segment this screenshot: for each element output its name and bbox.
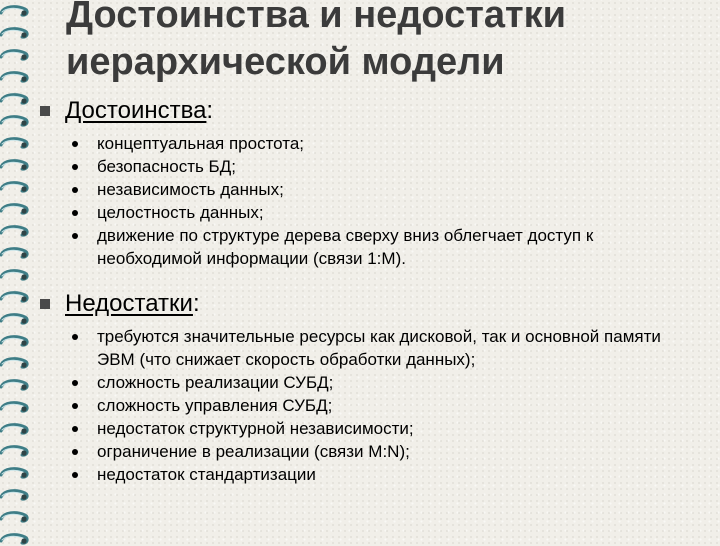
binding-ring-icon	[0, 4, 30, 18]
bullet-dot-icon	[72, 426, 78, 432]
list-item	[40, 201, 700, 224]
binding-ring-icon	[0, 422, 30, 436]
binding-ring-icon	[0, 114, 30, 128]
disadvantages-list	[40, 325, 700, 486]
bullet-dot-icon	[72, 141, 78, 147]
list-item-text: ограничение в реализации (связи M:N);	[97, 442, 410, 461]
slide-title-line-1: Достоинства и недостатки	[66, 0, 567, 36]
binding-ring-icon	[0, 224, 30, 238]
list-item-text: безопасность БД;	[97, 157, 236, 176]
binding-ring-icon	[0, 268, 30, 282]
list-item-text: недостаток структурной независимости;	[97, 419, 414, 438]
disadvantages-heading-colon: :	[192, 290, 200, 317]
binding-ring-icon	[0, 444, 30, 458]
list-item	[40, 155, 700, 178]
bullet-dot-icon	[72, 403, 78, 409]
binding-ring-icon	[0, 180, 30, 194]
list-item-text: независимость данных;	[97, 180, 284, 199]
binding-ring-icon	[0, 400, 30, 414]
binding-ring-icon	[0, 290, 30, 304]
list-item-text: сложность управления СУБД;	[97, 396, 333, 415]
binding-ring-icon	[0, 70, 30, 84]
list-item-text: недостаток стандартизации	[97, 465, 316, 484]
binding-ring-icon	[0, 48, 30, 62]
list-item	[40, 178, 700, 201]
list-item	[40, 132, 700, 155]
binding-ring-icon	[0, 532, 30, 546]
binding-ring-icon	[0, 334, 30, 348]
binding-ring-icon	[0, 466, 30, 480]
bullet-dot-icon	[72, 233, 78, 239]
bullet-dot-icon	[72, 472, 78, 478]
binding-ring-icon	[0, 26, 30, 40]
slide-title-line-2: иерархической модели	[66, 41, 505, 83]
bullet-dot-icon	[72, 187, 78, 193]
disadvantages-heading-label: Недостатки	[65, 290, 193, 317]
list-item	[40, 224, 700, 270]
advantages-heading-label: Достоинства	[65, 97, 207, 124]
list-item	[40, 394, 700, 417]
binding-ring-icon	[0, 136, 30, 150]
binding-ring-icon	[0, 488, 30, 502]
binding-ring-icon	[0, 312, 30, 326]
list-item	[40, 325, 700, 371]
binding-ring-icon	[0, 158, 30, 172]
list-item	[40, 440, 700, 463]
list-item-text: требуются значительные ресурсы как дисковой, так и основной памяти ЭВМ (что снижает скорость обработки данных);	[97, 327, 661, 369]
binding-ring-icon	[0, 510, 30, 524]
list-item	[40, 371, 700, 394]
binding-ring-icon	[0, 378, 30, 392]
square-bullet-icon	[40, 106, 50, 116]
list-item-text: целостность данных;	[97, 203, 264, 222]
bullet-dot-icon	[72, 164, 78, 170]
square-bullet-icon	[40, 299, 50, 309]
list-item-text: движение по структуре дерева сверху вниз облегчает доступ к необходимой информации (связи 1:М).	[97, 226, 594, 268]
list-item	[40, 417, 700, 440]
advantages-heading	[40, 97, 700, 125]
list-item	[40, 463, 700, 486]
advantages-list	[40, 132, 700, 270]
advantages-section	[40, 97, 700, 270]
binding-ring-icon	[0, 202, 30, 216]
binding-ring-icon	[0, 246, 30, 260]
advantages-heading-colon: :	[206, 97, 214, 124]
bullet-dot-icon	[72, 210, 78, 216]
list-item-text: сложность реализации СУБД;	[97, 373, 334, 392]
disadvantages-section	[40, 290, 700, 486]
spiral-binding	[0, 0, 32, 540]
bullet-dot-icon	[72, 449, 78, 455]
slide-title	[66, 0, 706, 86]
list-item-text: концептуальная простота;	[97, 134, 305, 153]
bullet-dot-icon	[72, 334, 78, 340]
disadvantages-heading	[40, 290, 700, 318]
binding-ring-icon	[0, 356, 30, 370]
bullet-dot-icon	[72, 380, 78, 386]
binding-ring-icon	[0, 92, 30, 106]
